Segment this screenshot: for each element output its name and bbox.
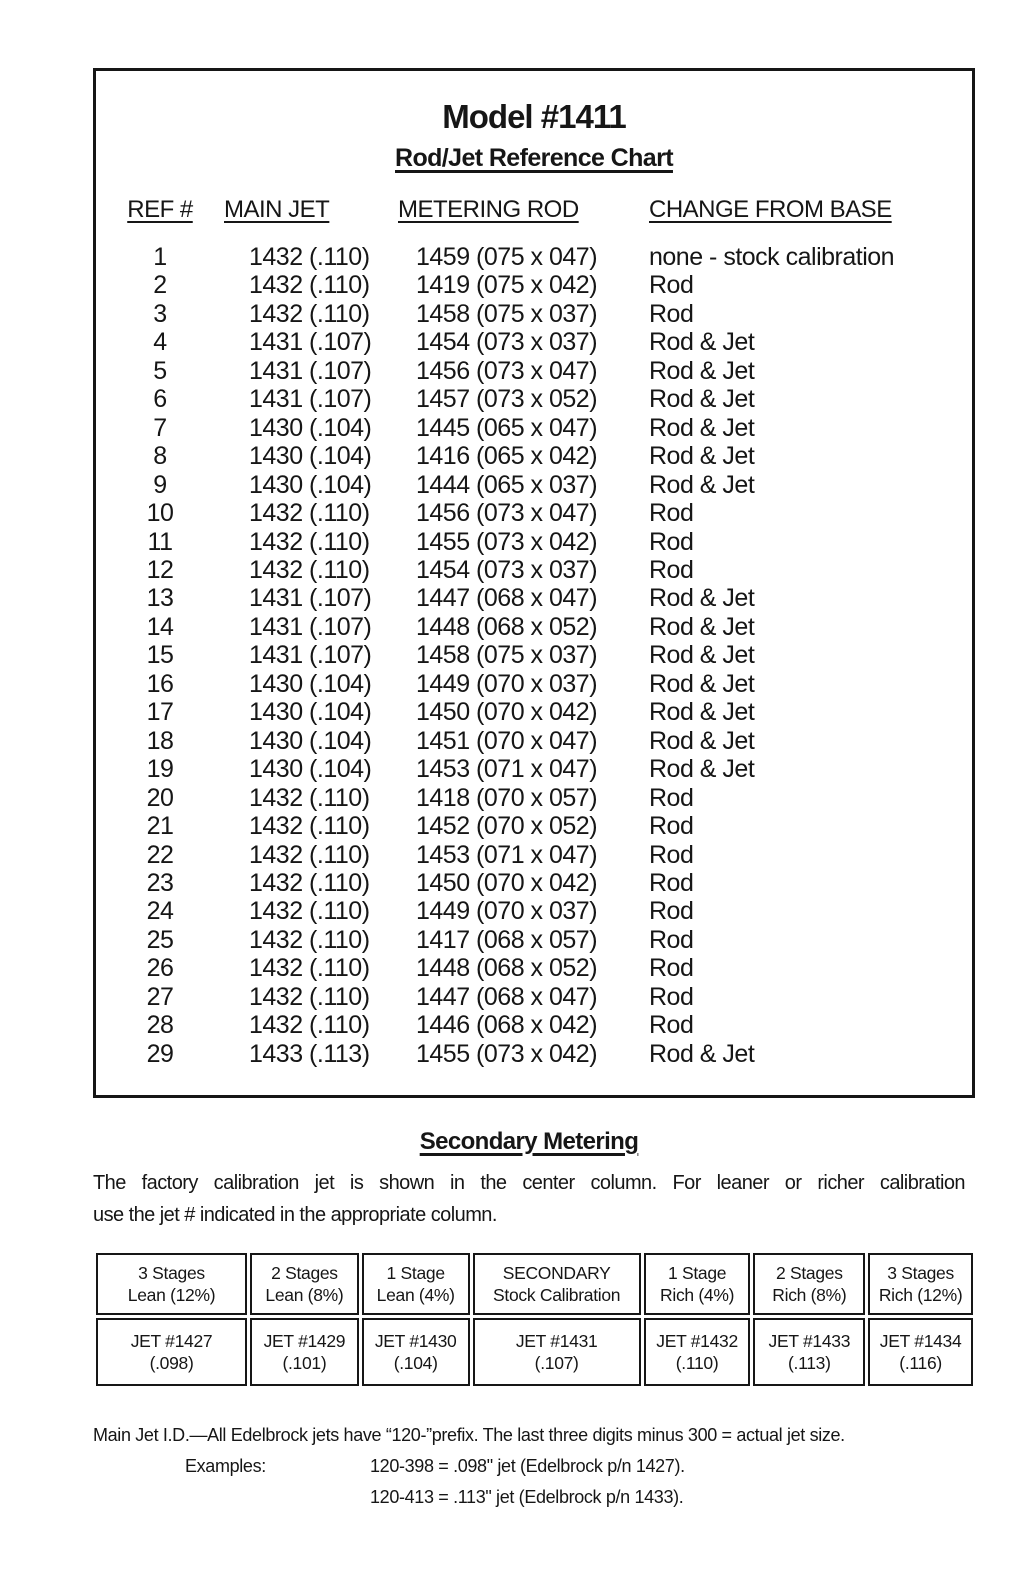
- stage-label-line-1: 3 Stages: [138, 1262, 205, 1283]
- chart-rows: [96, 243, 972, 1068]
- stage-label-line-2: Rich (8%): [772, 1285, 847, 1305]
- main-jet-cell: 1431 (.107): [249, 641, 372, 670]
- main-jet-cell: 1432 (.110): [249, 868, 370, 897]
- jet-size-line-2: (.104): [393, 1353, 438, 1373]
- table-row: [96, 328, 972, 356]
- stage-label-line-2: Lean (4%): [376, 1285, 455, 1305]
- stage-header-cell: [753, 1253, 865, 1315]
- main-jet-cell: 1432 (.110): [249, 271, 370, 300]
- ref-number-cell: 5: [153, 356, 167, 385]
- main-jet-cell: 1431 (.107): [249, 584, 372, 613]
- change-from-base-cell: Rod & Jet: [649, 385, 755, 414]
- stage-header-cell: [362, 1253, 470, 1315]
- change-from-base-cell: Rod & Jet: [649, 669, 755, 698]
- main-jet-cell: 1432 (.110): [249, 783, 370, 812]
- main-jet-cell: 1433 (.113): [249, 1039, 370, 1068]
- ref-number-cell: 4: [153, 328, 167, 357]
- examples-row: [93, 1451, 973, 1482]
- change-from-base-cell: Rod & Jet: [649, 612, 755, 641]
- table-row: [96, 641, 972, 669]
- change-from-base-cell: Rod: [649, 499, 694, 528]
- column-header-ref: REF #: [127, 196, 193, 223]
- secondary-metering-heading: Secondary Metering: [419, 1128, 639, 1155]
- main-jet-cell: 1432 (.110): [249, 925, 370, 954]
- metering-rod-cell: 1444 (065 x 037): [416, 470, 598, 499]
- table-row: [96, 243, 972, 271]
- ref-number-cell: 28: [146, 1011, 174, 1040]
- table-row: [96, 556, 972, 584]
- change-from-base-cell: Rod & Jet: [649, 442, 755, 471]
- main-jet-cell: 1432 (.110): [249, 812, 370, 841]
- examples-label: Examples:: [185, 1456, 266, 1476]
- table-row: [96, 271, 972, 299]
- main-jet-cell: 1430 (.104): [249, 413, 372, 442]
- table-row: [96, 613, 972, 641]
- chart-column-headers: [96, 195, 972, 225]
- jet-number-line-1: JET #1434: [879, 1330, 962, 1351]
- table-row: [96, 727, 972, 755]
- main-jet-cell: 1430 (.104): [249, 755, 372, 784]
- main-jet-id-note: [93, 1420, 973, 1513]
- main-jet-cell: 1431 (.107): [249, 328, 372, 357]
- stage-label-line-2: Rich (4%): [660, 1285, 735, 1305]
- ref-number-cell: 1: [153, 243, 167, 271]
- main-jet-cell: 1430 (.104): [249, 669, 372, 698]
- metering-rod-cell: 1459 (075 x 047): [416, 243, 598, 271]
- ref-number-cell: 22: [146, 840, 174, 869]
- table-row: [96, 414, 972, 442]
- stage-label-line-1: 1 Stage: [667, 1262, 727, 1283]
- change-from-base-cell: Rod & Jet: [649, 470, 755, 499]
- change-from-base-cell: Rod: [649, 783, 694, 812]
- change-from-base-cell: Rod & Jet: [649, 413, 755, 442]
- metering-rod-cell: 1455 (073 x 042): [416, 1039, 598, 1068]
- jet-size-line-2: (.116): [899, 1353, 942, 1373]
- change-from-base-cell: Rod & Jet: [649, 328, 755, 357]
- change-from-base-cell: Rod: [649, 982, 694, 1011]
- metering-rod-cell: 1419 (075 x 042): [416, 271, 598, 300]
- ref-number-cell: 19: [146, 755, 174, 784]
- chart-subtitle: Rod/Jet Reference Chart: [395, 144, 673, 172]
- change-from-base-cell: Rod: [649, 1011, 694, 1040]
- metering-rod-cell: 1451 (070 x 047): [416, 726, 598, 755]
- description-line-1: The factory calibration jet is shown in the center column. For leaner or richer calibration: [93, 1172, 965, 1194]
- change-from-base-cell: Rod: [649, 954, 694, 983]
- main-jet-cell: 1431 (.107): [249, 356, 372, 385]
- change-from-base-cell: Rod & Jet: [649, 1039, 755, 1068]
- change-from-base-cell: Rod & Jet: [649, 698, 755, 727]
- ref-number-cell: 17: [146, 698, 174, 727]
- metering-rod-cell: 1450 (070 x 042): [416, 868, 598, 897]
- jet-number-cell: [362, 1318, 470, 1386]
- change-from-base-cell: Rod: [649, 299, 694, 328]
- jet-number-cell: [473, 1318, 641, 1386]
- secondary-metering-description: [93, 1168, 965, 1231]
- main-jet-cell: 1431 (.107): [249, 612, 372, 641]
- ref-number-cell: 23: [146, 868, 174, 897]
- table-row: [96, 442, 972, 470]
- main-jet-cell: 1432 (.110): [249, 299, 370, 328]
- metering-rod-cell: 1416 (065 x 042): [416, 442, 598, 471]
- metering-rod-cell: 1454 (073 x 037): [416, 328, 598, 357]
- table-row: [96, 471, 972, 499]
- secondary-metering-table: [93, 1250, 976, 1389]
- ref-number-cell: 26: [146, 954, 174, 983]
- change-from-base-cell: Rod & Jet: [649, 356, 755, 385]
- change-from-base-cell: Rod: [649, 868, 694, 897]
- jet-number-line-1: JET #1432: [656, 1330, 738, 1351]
- metering-rod-cell: 1418 (070 x 057): [416, 783, 598, 812]
- ref-number-cell: 18: [146, 726, 174, 755]
- change-from-base-cell: Rod: [649, 925, 694, 954]
- jet-number-line-1: JET #1430: [374, 1330, 457, 1351]
- stage-label-line-1: 1 Stage: [386, 1262, 445, 1283]
- stage-header-row: [96, 1253, 973, 1315]
- table-row: [96, 385, 972, 413]
- metering-rod-cell: 1457 (073 x 052): [416, 385, 598, 414]
- change-from-base-cell: Rod: [649, 897, 694, 926]
- metering-rod-cell: 1458 (075 x 037): [416, 299, 598, 328]
- example-line-1: 120-398 = .098" jet (Edelbrock p/n 1427).: [370, 1456, 685, 1476]
- stage-header-cell: [96, 1253, 247, 1315]
- rod-jet-reference-panel: [93, 68, 975, 1098]
- jet-size-line-2: (.107): [534, 1353, 579, 1373]
- metering-rod-cell: 1450 (070 x 042): [416, 698, 598, 727]
- main-jet-cell: 1432 (.110): [249, 243, 370, 271]
- metering-rod-cell: 1454 (073 x 037): [416, 555, 598, 584]
- stage-label-line-1: 2 Stages: [775, 1262, 843, 1283]
- table-row: [96, 1040, 972, 1068]
- metering-rod-cell: 1447 (068 x 047): [416, 982, 598, 1011]
- main-jet-cell: 1432 (.110): [249, 555, 370, 584]
- ref-number-cell: 21: [146, 812, 174, 841]
- metering-rod-cell: 1456 (073 x 047): [416, 499, 598, 528]
- table-row: [96, 300, 972, 328]
- change-from-base-cell: Rod: [649, 812, 694, 841]
- example-line-2: 120-413 = .113" jet (Edelbrock p/n 1433).: [370, 1487, 684, 1507]
- ref-number-cell: 8: [153, 442, 167, 471]
- jet-number-cell: [96, 1318, 247, 1386]
- ref-number-cell: 6: [153, 385, 167, 414]
- stage-label-line-1: SECONDARY: [502, 1262, 611, 1283]
- table-row: [96, 869, 972, 897]
- ref-number-cell: 9: [153, 470, 167, 499]
- change-from-base-cell: Rod: [649, 271, 694, 300]
- table-row: [96, 670, 972, 698]
- jet-number-line-1: JET #1433: [768, 1330, 851, 1351]
- metering-rod-cell: 1452 (070 x 052): [416, 812, 598, 841]
- ref-number-cell: 29: [146, 1039, 174, 1068]
- jet-number-line-1: JET #1431: [515, 1330, 598, 1351]
- table-row: [96, 897, 972, 925]
- change-from-base-cell: none - stock calibration: [649, 243, 895, 271]
- jet-number-cell: [250, 1318, 359, 1386]
- change-from-base-cell: Rod: [649, 527, 694, 556]
- table-row: [96, 784, 972, 812]
- jet-number-cell: [644, 1318, 751, 1386]
- table-row: [96, 1011, 972, 1039]
- jet-id-note-line: Main Jet I.D.—All Edelbrock jets have “120-”prefix. The last three digits minus 300 = actual jet size.: [93, 1425, 845, 1445]
- stage-header-cell: [644, 1253, 751, 1315]
- ref-number-cell: 3: [153, 299, 167, 328]
- ref-number-cell: 14: [146, 612, 174, 641]
- chart-title: Model #1411: [442, 98, 626, 135]
- main-jet-cell: 1432 (.110): [249, 840, 370, 869]
- main-jet-cell: 1432 (.110): [249, 982, 370, 1011]
- table-row: [96, 528, 972, 556]
- ref-number-cell: 20: [146, 783, 174, 812]
- ref-number-cell: 16: [146, 669, 174, 698]
- metering-rod-cell: 1448 (068 x 052): [416, 612, 598, 641]
- table-row: [96, 698, 972, 726]
- metering-rod-cell: 1453 (071 x 047): [416, 755, 598, 784]
- metering-rod-cell: 1447 (068 x 047): [416, 584, 598, 613]
- change-from-base-cell: Rod & Jet: [649, 726, 755, 755]
- ref-number-cell: 13: [146, 584, 174, 613]
- ref-number-cell: 27: [146, 982, 174, 1011]
- metering-rod-cell: 1445 (065 x 047): [416, 413, 598, 442]
- table-row: [96, 812, 972, 840]
- jet-size-line-2: (.101): [282, 1353, 327, 1373]
- metering-rod-cell: 1455 (073 x 042): [416, 527, 598, 556]
- ref-number-cell: 25: [146, 925, 174, 954]
- main-jet-cell: 1430 (.104): [249, 442, 372, 471]
- ref-number-cell: 2: [153, 271, 167, 300]
- table-row: [96, 357, 972, 385]
- table-row: [96, 926, 972, 954]
- jet-size-line-2: (.110): [675, 1353, 719, 1373]
- column-header-change-from-base: CHANGE FROM BASE: [649, 196, 892, 223]
- main-jet-cell: 1432 (.110): [249, 954, 370, 983]
- stage-label-line-1: 2 Stages: [271, 1262, 338, 1283]
- jet-number-cell: [868, 1318, 973, 1386]
- stage-label-line-2: Lean (8%): [265, 1285, 344, 1305]
- metering-rod-cell: 1458 (075 x 037): [416, 641, 598, 670]
- main-jet-cell: 1432 (.110): [249, 499, 370, 528]
- table-row: [96, 841, 972, 869]
- change-from-base-cell: Rod & Jet: [649, 641, 755, 670]
- jet-number-line-1: JET #1427: [130, 1330, 213, 1351]
- jet-size-line-2: (.098): [149, 1353, 194, 1373]
- metering-rod-cell: 1449 (070 x 037): [416, 897, 598, 926]
- main-jet-cell: 1430 (.104): [249, 726, 372, 755]
- jet-size-line-2: (.113): [788, 1353, 831, 1373]
- jet-number-line-1: JET #1429: [263, 1330, 346, 1351]
- stage-label-line-1: 3 Stages: [887, 1262, 954, 1283]
- main-jet-cell: 1432 (.110): [249, 527, 370, 556]
- stage-label-line-2: Rich (12%): [878, 1285, 963, 1305]
- stage-label-line-2: Stock Calibration: [493, 1285, 621, 1305]
- main-jet-cell: 1432 (.110): [249, 897, 370, 926]
- stage-label-line-2: Lean (12%): [127, 1285, 216, 1305]
- metering-rod-cell: 1453 (071 x 047): [416, 840, 598, 869]
- main-jet-cell: 1432 (.110): [249, 1011, 370, 1040]
- stage-header-cell: [250, 1253, 359, 1315]
- change-from-base-cell: Rod: [649, 840, 694, 869]
- metering-rod-cell: 1449 (070 x 037): [416, 669, 598, 698]
- metering-rod-cell: 1417 (068 x 057): [416, 925, 598, 954]
- table-row: [96, 584, 972, 612]
- change-from-base-cell: Rod & Jet: [649, 755, 755, 784]
- ref-number-cell: 24: [146, 897, 174, 926]
- table-row: [96, 983, 972, 1011]
- jet-number-cell: [753, 1318, 865, 1386]
- main-jet-cell: 1430 (.104): [249, 698, 372, 727]
- example-row-2: [93, 1482, 973, 1513]
- main-jet-cell: 1430 (.104): [249, 470, 372, 499]
- metering-rod-cell: 1448 (068 x 052): [416, 954, 598, 983]
- ref-number-cell: 12: [146, 555, 174, 584]
- change-from-base-cell: Rod: [649, 555, 694, 584]
- ref-number-cell: 7: [153, 413, 167, 442]
- column-header-metering-rod: METERING ROD: [398, 196, 579, 223]
- table-row: [96, 499, 972, 527]
- metering-rod-cell: 1446 (068 x 042): [416, 1011, 598, 1040]
- description-line-2: use the jet # indicated in the appropriate column.: [93, 1203, 497, 1226]
- main-jet-cell: 1431 (.107): [249, 385, 372, 414]
- ref-number-cell: 15: [146, 641, 174, 670]
- table-row: [96, 954, 972, 982]
- jet-number-row: [96, 1318, 973, 1386]
- table-row: [96, 755, 972, 783]
- ref-number-cell: 10: [146, 499, 174, 528]
- metering-rod-cell: 1456 (073 x 047): [416, 356, 598, 385]
- ref-number-cell: 11: [147, 527, 173, 556]
- column-header-main-jet: MAIN JET: [224, 196, 330, 223]
- stage-header-cell: [473, 1253, 641, 1315]
- stage-header-cell: [868, 1253, 973, 1315]
- change-from-base-cell: Rod & Jet: [649, 584, 755, 613]
